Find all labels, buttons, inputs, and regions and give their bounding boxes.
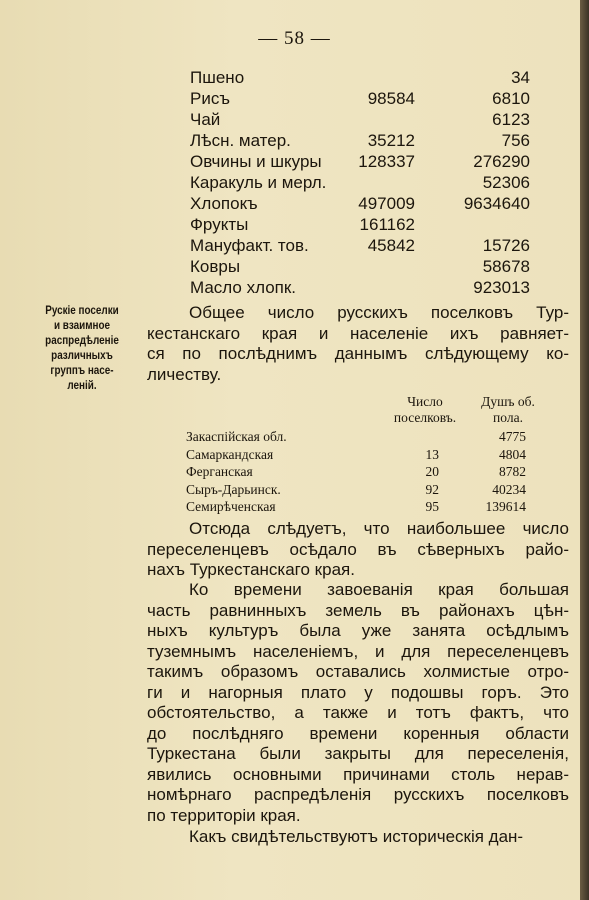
region-name: Сыръ-Дарьинск. — [186, 481, 281, 497]
region-name: Закаспійская обл. — [186, 429, 287, 444]
list-item — [190, 67, 530, 88]
header-souls-line: Душъ об. — [481, 394, 535, 409]
settlements-count: 20 — [425, 464, 439, 479]
list-item — [190, 256, 530, 277]
region-name: Ферганская — [186, 464, 253, 479]
item-name: Мануфакт. тов. — [190, 236, 309, 255]
text-line: по территоріи края. — [147, 805, 301, 825]
margin-note-line: и взаимное — [53, 320, 111, 332]
text-line: до послѣдняго времени коренныя области — [147, 723, 569, 743]
souls-count: 40234 — [492, 481, 526, 497]
list-item — [190, 88, 530, 109]
settlements-count: 95 — [425, 499, 439, 514]
item-name: Каракуль и мерл. — [190, 173, 327, 192]
list-item — [190, 235, 530, 256]
item-name: Пшено — [190, 68, 245, 87]
item-value-2: 34 — [511, 68, 530, 87]
header-settlements-line: Число — [407, 394, 443, 409]
text-line: Ко времени завоеванія края большая — [189, 580, 569, 599]
text-line: номѣрнаго распредѣленія русскихъ поселковъ — [147, 785, 569, 804]
item-value-1: 161162 — [359, 215, 415, 234]
item-value-2: 276290 — [473, 152, 530, 171]
text-line: такимъ образомъ оставались холмистые отро- — [147, 662, 569, 681]
margin-note — [41, 304, 124, 394]
margin-note-line: леній. — [67, 380, 97, 392]
item-value-2: 923013 — [473, 278, 530, 297]
settlements-table — [186, 394, 546, 516]
item-value-2: 9634640 — [463, 194, 530, 213]
region-name: Самаркандская — [186, 446, 274, 462]
text-line: ся по послѣднимъ даннымъ слѣдующему ко- — [147, 344, 569, 363]
margin-note-line: распредѣленіе — [45, 335, 119, 347]
list-item — [190, 151, 530, 172]
list-item — [190, 214, 530, 235]
text-line: Общее число русскихъ поселковъ Тур- — [189, 303, 569, 322]
list-item — [190, 109, 530, 130]
header-settlements-line: поселковъ. — [393, 410, 457, 425]
text-line: ги и нагорныя плато у подошвы горъ. Это — [147, 682, 569, 702]
paragraph-history — [147, 580, 569, 826]
list-item — [190, 277, 530, 298]
list-item — [190, 193, 530, 214]
item-value-2: 6123 — [492, 110, 530, 129]
item-value-2: 58678 — [482, 257, 530, 276]
item-name: Рисъ — [190, 89, 230, 108]
text-line: туземнымъ населеніемъ, и для переселенцевъ — [147, 641, 569, 661]
table-header — [186, 394, 546, 428]
text-line: часть равнинныхъ земель въ районахъ цѣн- — [147, 600, 569, 620]
list-item — [190, 130, 530, 151]
item-name: Лѣсн. матер. — [190, 131, 291, 150]
list-item — [190, 172, 530, 193]
item-value-2: 756 — [501, 131, 530, 150]
paragraph-conclusion — [147, 519, 569, 581]
item-value-1: 45842 — [367, 236, 415, 255]
margin-note-line: различныхъ — [51, 350, 113, 362]
header-settlements — [384, 394, 466, 426]
page-edge-shadow — [580, 0, 589, 900]
settlements-count: 92 — [425, 481, 439, 497]
margin-note-line: Рускіе поселки — [45, 305, 119, 317]
item-value-2: 52306 — [482, 173, 530, 192]
item-name: Чай — [190, 110, 221, 129]
souls-count: 139614 — [485, 499, 526, 514]
table-row — [186, 498, 546, 516]
table-row — [186, 428, 546, 446]
text-line: обстоятельство, а также и тотъ фактъ, что — [147, 703, 569, 722]
table-row — [186, 481, 546, 499]
souls-count: 4775 — [499, 429, 526, 444]
item-name: Масло хлопк. — [190, 278, 297, 297]
item-value-1: 98584 — [367, 89, 415, 108]
paragraph-continuation — [147, 827, 569, 848]
table-row — [186, 463, 546, 481]
souls-count: 8782 — [499, 464, 526, 479]
table-row — [186, 446, 546, 464]
commodity-list — [190, 67, 530, 298]
page-number: — 58 — — [258, 28, 331, 49]
header-souls-line: пола. — [493, 410, 523, 425]
item-name: Хлопокъ — [190, 194, 258, 213]
item-name: Ковры — [190, 257, 241, 276]
item-value-1: 35212 — [367, 131, 415, 150]
text-line: Какъ свидѣтельствуютъ историческія дан- — [189, 827, 524, 846]
margin-note-line: группъ насе- — [50, 365, 114, 377]
region-name: Семирѣченская — [186, 499, 276, 514]
text-line: кестанскаго края и населеніе ихъ равняет- — [147, 323, 569, 343]
text-line: Туркестана были закрыты для переселенія, — [147, 744, 569, 763]
text-line: нахъ Туркестанскаго края. — [147, 560, 355, 579]
item-value-2: 15726 — [482, 236, 530, 255]
text-line: явились основными причинами столь нерав- — [147, 764, 569, 784]
text-line: Отсюда слѣдуетъ, что наибольшее число — [189, 519, 569, 538]
item-value-2: 6810 — [492, 89, 530, 108]
header-souls — [472, 394, 544, 426]
text-line: переселенцевъ осѣдало въ сѣверныхъ райо- — [147, 539, 569, 559]
item-name: Фрукты — [190, 215, 249, 234]
item-value-1: 128337 — [358, 152, 415, 171]
table-body — [186, 428, 546, 516]
text-line: ныхъ культуръ была уже занята осѣдлымъ — [147, 621, 569, 640]
souls-count: 4804 — [499, 446, 526, 462]
item-name: Овчины и шкуры — [190, 152, 322, 171]
text-line: личеству. — [147, 364, 222, 384]
settlements-count: 13 — [425, 446, 439, 462]
item-value-1: 497009 — [358, 194, 415, 213]
paragraph-settlements-count — [147, 303, 569, 385]
